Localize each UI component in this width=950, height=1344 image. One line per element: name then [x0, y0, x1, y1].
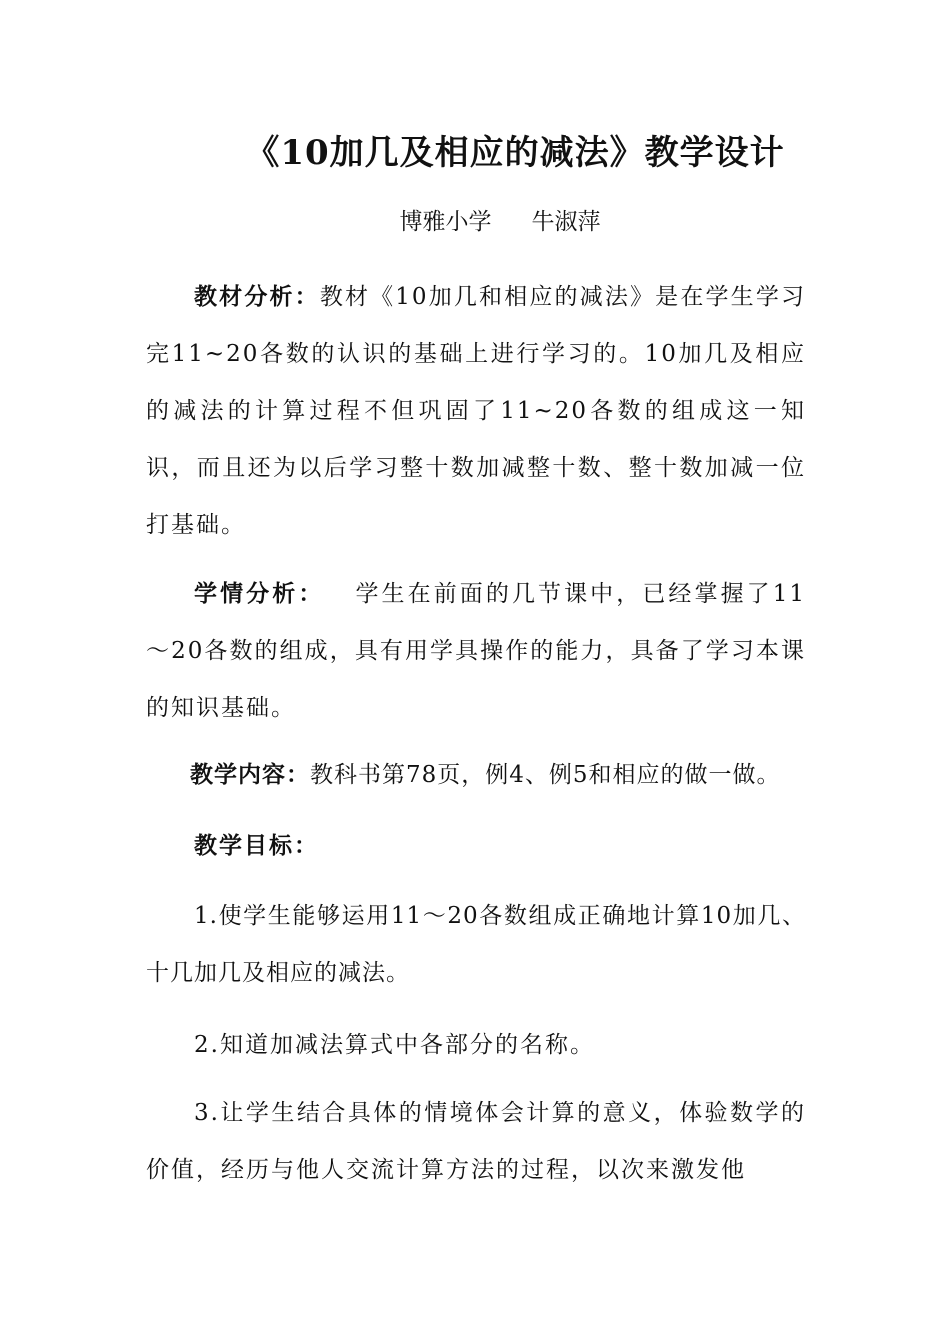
author-line [0, 204, 950, 240]
teaching-goals-heading [194, 826, 319, 866]
teaching-content-label: 教学内容： [190, 761, 310, 788]
goal-item-1: 1.使学生能够运用11～20各数组成正确地计算10加几、十几加几及相应的减法。 [146, 903, 806, 986]
material-analysis-label: 教材分析： [194, 283, 320, 310]
teaching-content-text: 教科书第78页，例4、例5和相应的做一做。 [310, 762, 781, 788]
material-analysis-text: 教材《10加几和相应的减法》是在学生学习完11~20各数的认识的基础上进行学习的。10加几及相应的减法的计算过程不但巩固了11~20各数的组成这一知识，而且还为以后学习整十数加减整十数、整十数加减一位打基础。 [146, 284, 806, 538]
author-name: 牛淑萍 [531, 209, 601, 235]
goal-item-3: 3.让学生结合具体的情境体会计算的意义，体验数学的价值，经历与他人交流计算方法的过程，以次来激发他 [146, 1100, 806, 1183]
document-title: 《10加几及相应的减法》教学设计 [245, 133, 785, 173]
material-analysis-paragraph [146, 268, 806, 554]
student-analysis-paragraph [146, 565, 806, 737]
student-analysis-text: 学生在前面的几节课中，已经掌握了11～20各数的组成，具有用学具操作的能力，具备了学习本课的知识基础。 [146, 581, 806, 721]
author-school: 博雅小学 [399, 209, 492, 235]
teaching-goals-label: 教学目标： [194, 832, 319, 859]
student-analysis-label: 学情分析： [194, 580, 325, 607]
goal-item-2: 2.知道加减法算式中各部分的名称。 [194, 1032, 595, 1058]
teaching-content-line [190, 755, 781, 795]
